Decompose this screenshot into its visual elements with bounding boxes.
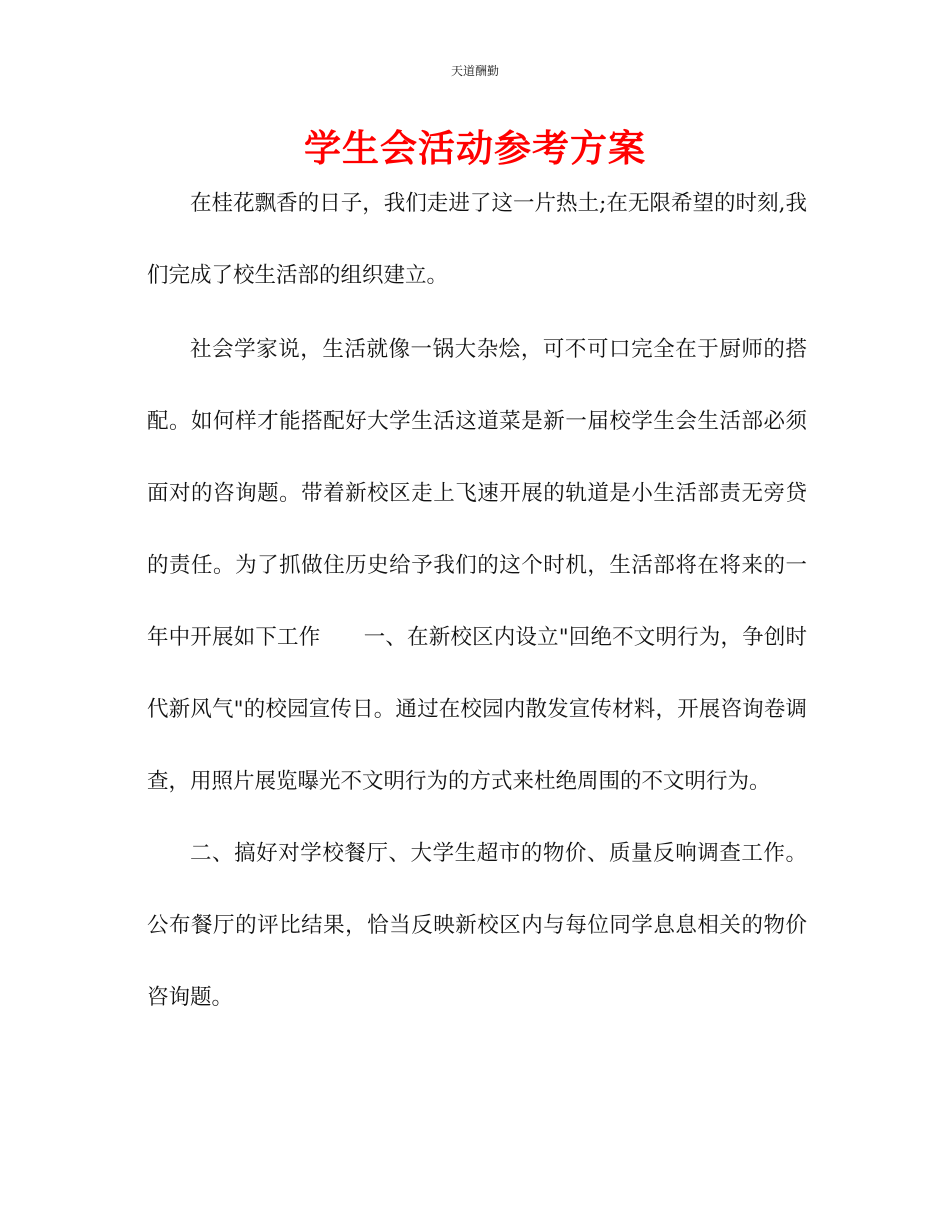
page-header: 天道酬勤	[450, 64, 499, 78]
paragraph-canteen-survey: 二、搞好对学校餐厅、大学生超市的物价、质量反响调查工作。公布餐厅的评比结果，恰当反映新校区内与每位同学息息相关的物价咨询题。	[147, 841, 807, 1010]
paragraph-work-plan: 社会学家说，生活就像一锅大杂烩，可不可口完全在于厨师的搭配。如何样才能搭配好大学生活这道菜是新一届校学生会生活部必须面对的咨询题。带着新校区走上飞速开展的轨道是小生活部责无旁贷的责任。为了抓做住历史给予我们的这个时机，生活部将在将来的一年中开展如下工作 一、在新校区内设立"回绝不文明行为，争创时代新风气"的校园宣传日。通过在校园内散发宣传材料，开展咨询卷调查，用照片展览曝光不文明行为的方式来杜绝周围的不文明行为。	[147, 337, 807, 794]
document-title: 学生会活动参考方案	[304, 127, 646, 170]
document-body	[147, 168, 807, 1034]
paragraph-intro: 在桂花飘香的日子，我们走进了这一片热土;在无限希望的时刻,我们完成了校生活部的组织建立。	[147, 191, 807, 288]
